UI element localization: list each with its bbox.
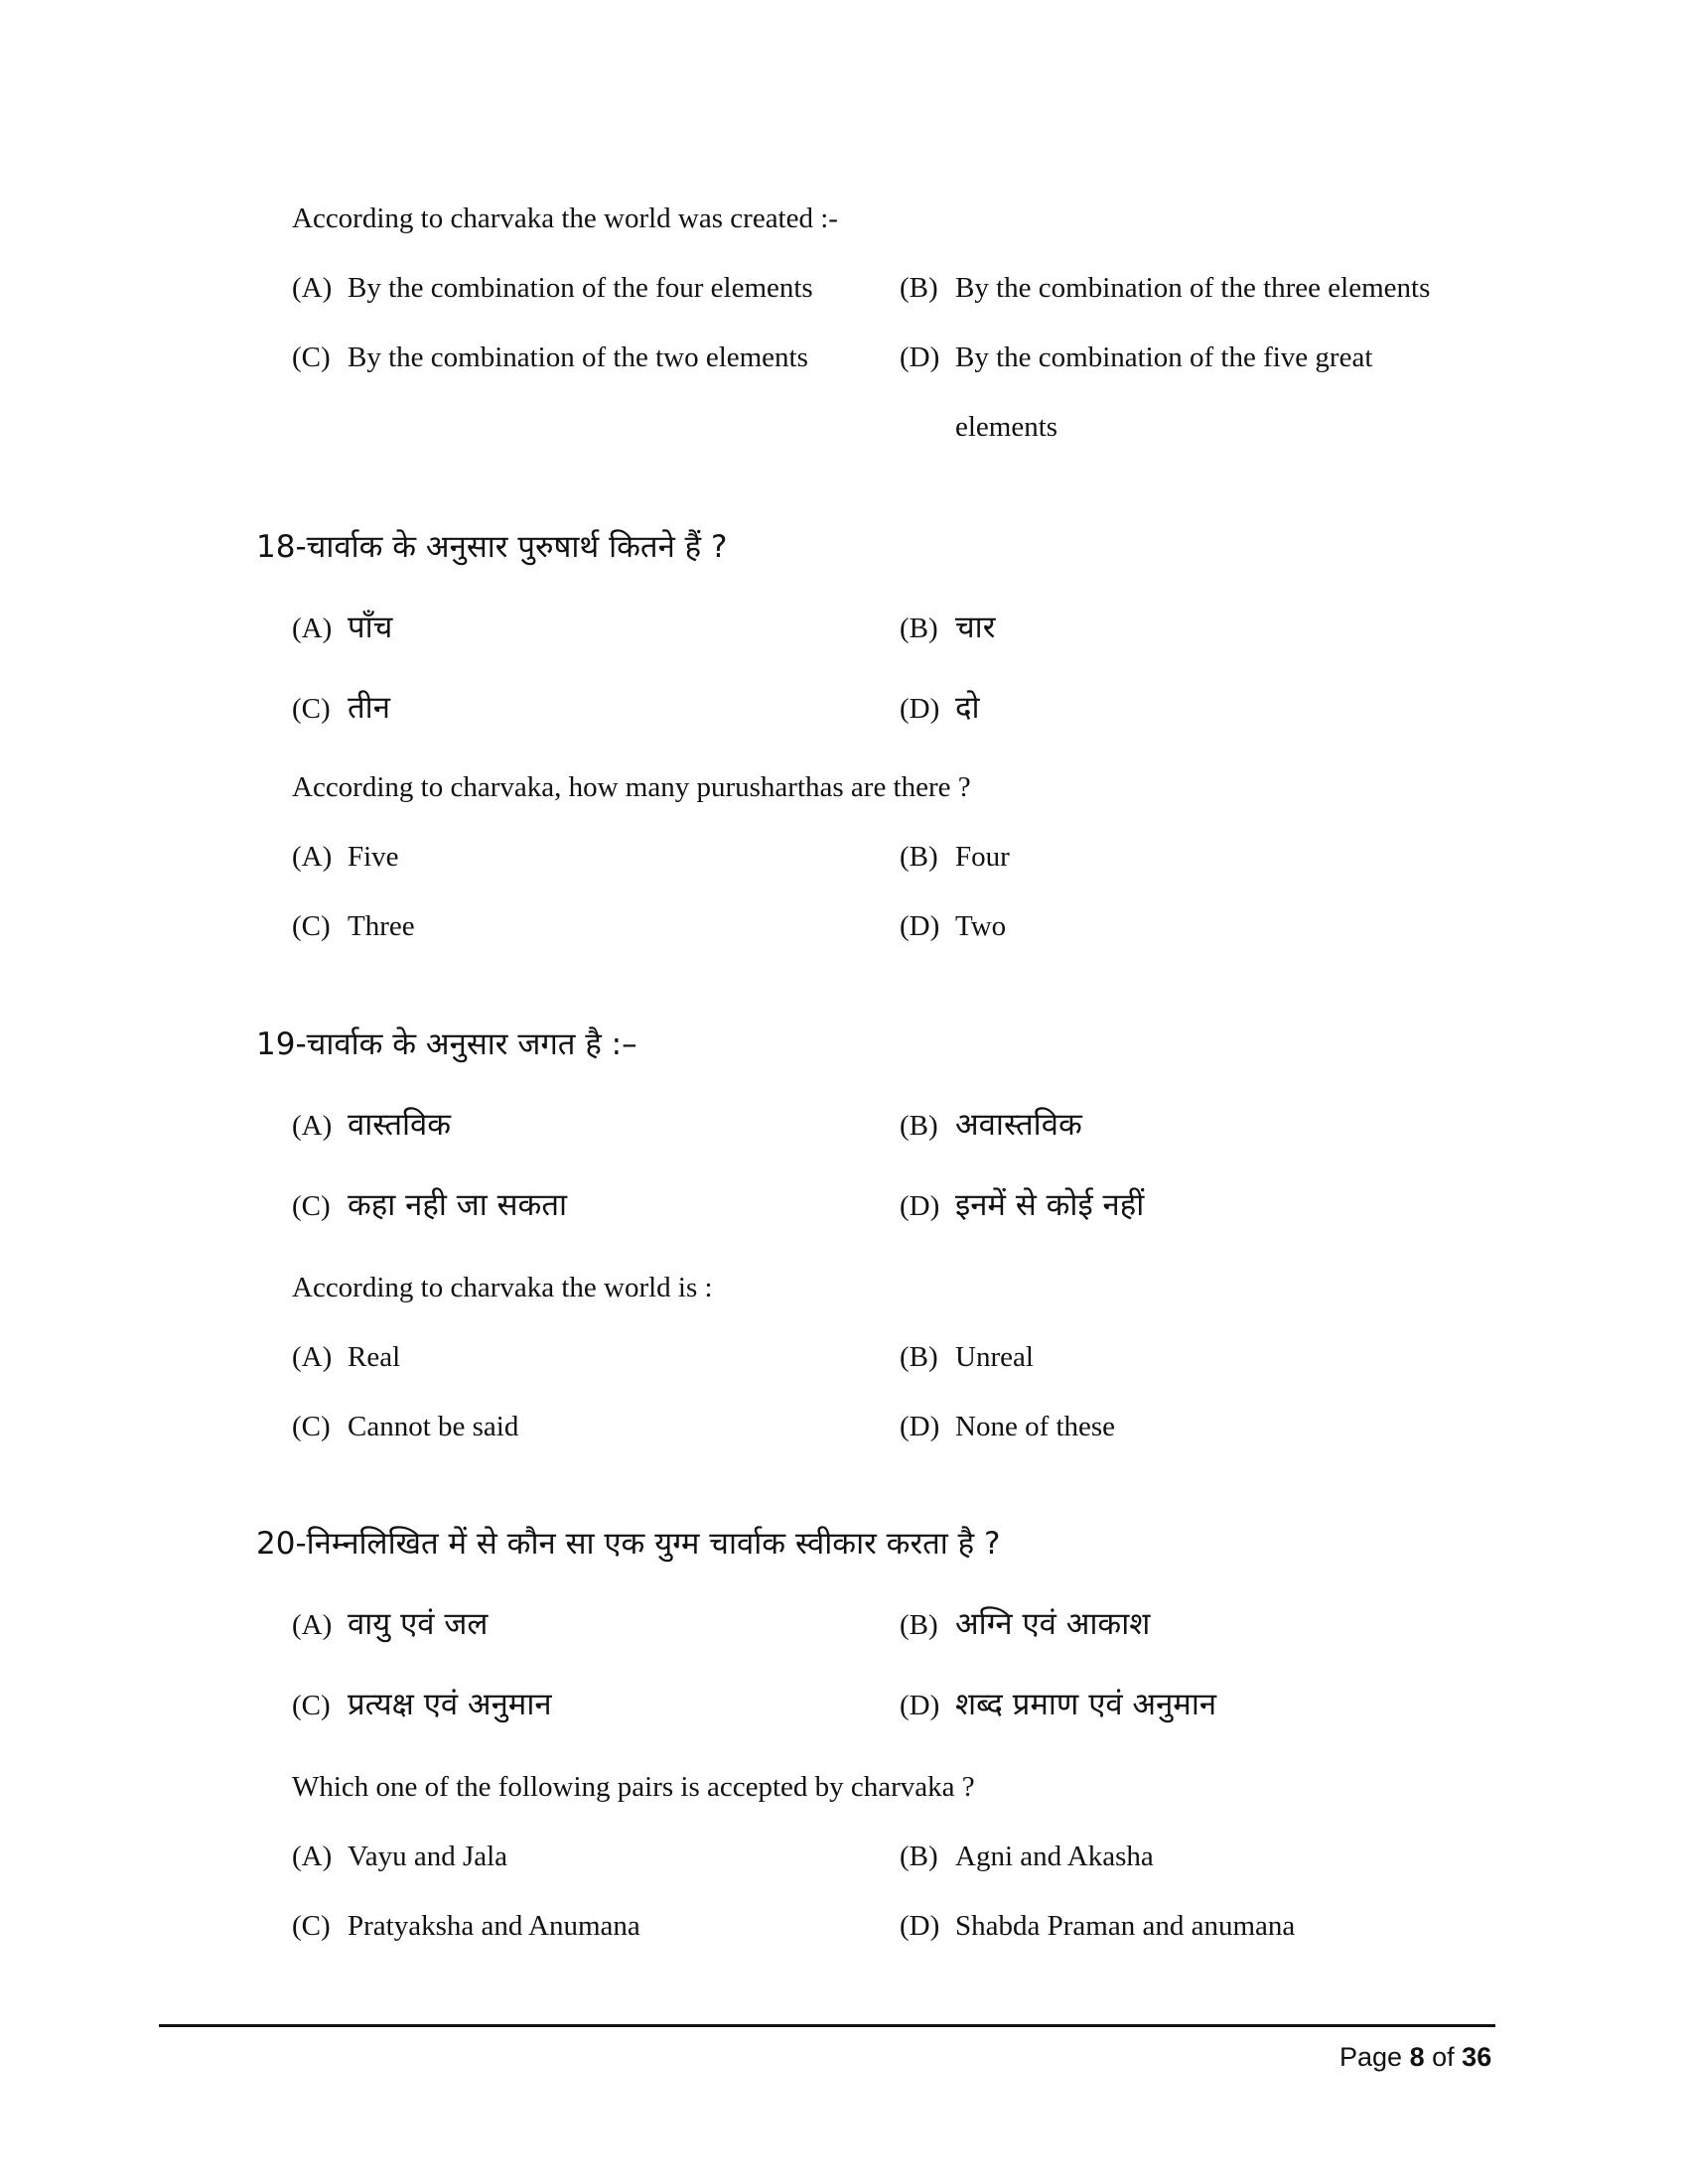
- option-text: Three: [348, 910, 415, 942]
- q19-en-option-d: [900, 1410, 1115, 1444]
- q19-en-question: According to charvaka the world is :: [292, 1272, 713, 1303]
- q19-en-option-a: [292, 1340, 400, 1375]
- option-label: (B): [900, 841, 938, 873]
- option-text: वास्तविक: [348, 1107, 452, 1143]
- option-text: Agni and Akasha: [955, 1841, 1154, 1872]
- q20-hi-question: 20-निम्नलिखित में से कौन सा एक युग्म चार्वाक स्वीकार करता है ?: [256, 1526, 1001, 1562]
- of-word: of: [1432, 2042, 1455, 2072]
- option-label: (A): [292, 1609, 333, 1641]
- q20-hi-option-d: [900, 1687, 1216, 1723]
- q19-hi-option-b: [900, 1107, 1082, 1144]
- page-number: [1339, 2042, 1491, 2073]
- option-label: (C): [292, 341, 331, 373]
- q17-en-option-a: [292, 271, 813, 306]
- q19-hi-question: 19-चार्वाक के अनुसार जगत है :–: [256, 1026, 637, 1062]
- option-label: (C): [292, 1190, 331, 1222]
- option-text: वायु एवं जल: [348, 1606, 489, 1642]
- q19-hi-option-c: [292, 1187, 567, 1224]
- option-label: (A): [292, 841, 333, 873]
- q18-hi-question: 18-चार्वाक के अनुसार पुरुषार्थ कितने हैं ?: [256, 529, 728, 565]
- option-text: तीन: [348, 690, 390, 726]
- q17-en-option-c: [292, 341, 808, 375]
- option-text: अवास्तविक: [955, 1107, 1082, 1143]
- option-text: Shabda Praman and anumana: [955, 1910, 1296, 1942]
- option-text: By the combination of the three elements: [955, 272, 1431, 304]
- q18-en-option-b: [900, 840, 1010, 875]
- option-text: None of these: [955, 1411, 1116, 1442]
- q18-hi-option-a: [292, 610, 392, 646]
- option-label: (B): [900, 613, 938, 644]
- option-text: पाँच: [348, 610, 393, 645]
- option-label: (B): [900, 1110, 938, 1142]
- q17-en-question: According to charvaka the world was created :-: [292, 203, 838, 234]
- q18-en-option-c: [292, 909, 415, 944]
- option-text: कहा नही जा सकता: [348, 1187, 568, 1223]
- q19-hi-option-a: [292, 1107, 451, 1144]
- q17-en-option-b: [900, 271, 1430, 306]
- option-label: (A): [292, 1341, 333, 1373]
- option-text: By the combination of the four elements: [348, 272, 813, 304]
- option-label: (D): [900, 910, 940, 942]
- option-text: दो: [955, 690, 980, 726]
- q20-hi-option-a: [292, 1606, 488, 1643]
- option-label: (D): [900, 341, 940, 373]
- option-label: (B): [900, 272, 938, 304]
- option-text: शब्द प्रमाण एवं अनुमान: [955, 1687, 1217, 1722]
- option-label: (A): [292, 1841, 333, 1872]
- q20-hi-option-c: [292, 1687, 552, 1723]
- option-label: (C): [292, 1910, 331, 1942]
- q18-en-option-a: [292, 840, 399, 875]
- current-page: 8: [1409, 2042, 1425, 2072]
- q20-en-question: Which one of the following pairs is accepted by charvaka ?: [292, 1771, 975, 1803]
- option-label: (D): [900, 1910, 940, 1942]
- option-text: चार: [955, 610, 996, 645]
- option-label: (B): [900, 1609, 938, 1641]
- q18-en-question: According to charvaka, how many purusharthas are there ?: [292, 771, 971, 803]
- page-word: Page: [1339, 2042, 1403, 2072]
- option-text: Cannot be said: [348, 1411, 519, 1442]
- option-label: (D): [900, 693, 940, 725]
- total-pages: 36: [1462, 2042, 1492, 2072]
- q19-en-option-c: [292, 1410, 518, 1444]
- option-text: Five: [348, 841, 399, 873]
- q20-en-option-c: [292, 1909, 640, 1944]
- option-text: Four: [955, 841, 1010, 873]
- option-label: (B): [900, 1341, 938, 1373]
- option-text: Vayu and Jala: [348, 1841, 508, 1872]
- option-text: Unreal: [955, 1341, 1034, 1373]
- option-text: इनमें से कोई नहीं: [955, 1187, 1145, 1223]
- option-label: (A): [292, 613, 333, 644]
- footer-divider: [159, 2024, 1495, 2027]
- option-label: (C): [292, 693, 331, 725]
- option-label: (C): [292, 910, 331, 942]
- q20-hi-option-b: [900, 1606, 1150, 1643]
- option-label: (C): [292, 1411, 331, 1442]
- q17-en-option-d-continued: elements: [955, 411, 1058, 443]
- option-text: Two: [955, 910, 1007, 942]
- q18-hi-option-c: [292, 690, 390, 727]
- option-text: प्रत्यक्ष एवं अनुमान: [348, 1687, 552, 1722]
- q18-en-option-d: [900, 909, 1006, 944]
- option-label: (D): [900, 1690, 940, 1721]
- q18-hi-option-b: [900, 610, 995, 646]
- option-label: (D): [900, 1411, 940, 1442]
- option-text: By the combination of the two elements: [348, 341, 808, 373]
- q18-hi-option-d: [900, 690, 980, 727]
- option-label: (B): [900, 1841, 938, 1872]
- option-label: (A): [292, 272, 333, 304]
- option-text: Pratyaksha and Anumana: [348, 1910, 640, 1942]
- q20-en-option-d: [900, 1909, 1295, 1944]
- q17-en-option-d: [900, 341, 1372, 375]
- option-label: (D): [900, 1190, 940, 1222]
- q20-en-option-a: [292, 1840, 507, 1874]
- option-text: Real: [348, 1341, 401, 1373]
- option-label: (A): [292, 1110, 333, 1142]
- option-label: (C): [292, 1690, 331, 1721]
- q19-hi-option-d: [900, 1187, 1144, 1224]
- option-text: By the combination of the five great: [955, 341, 1373, 373]
- q20-en-option-b: [900, 1840, 1154, 1874]
- q19-en-option-b: [900, 1340, 1034, 1375]
- option-text: अग्नि एवं आकाश: [955, 1606, 1151, 1642]
